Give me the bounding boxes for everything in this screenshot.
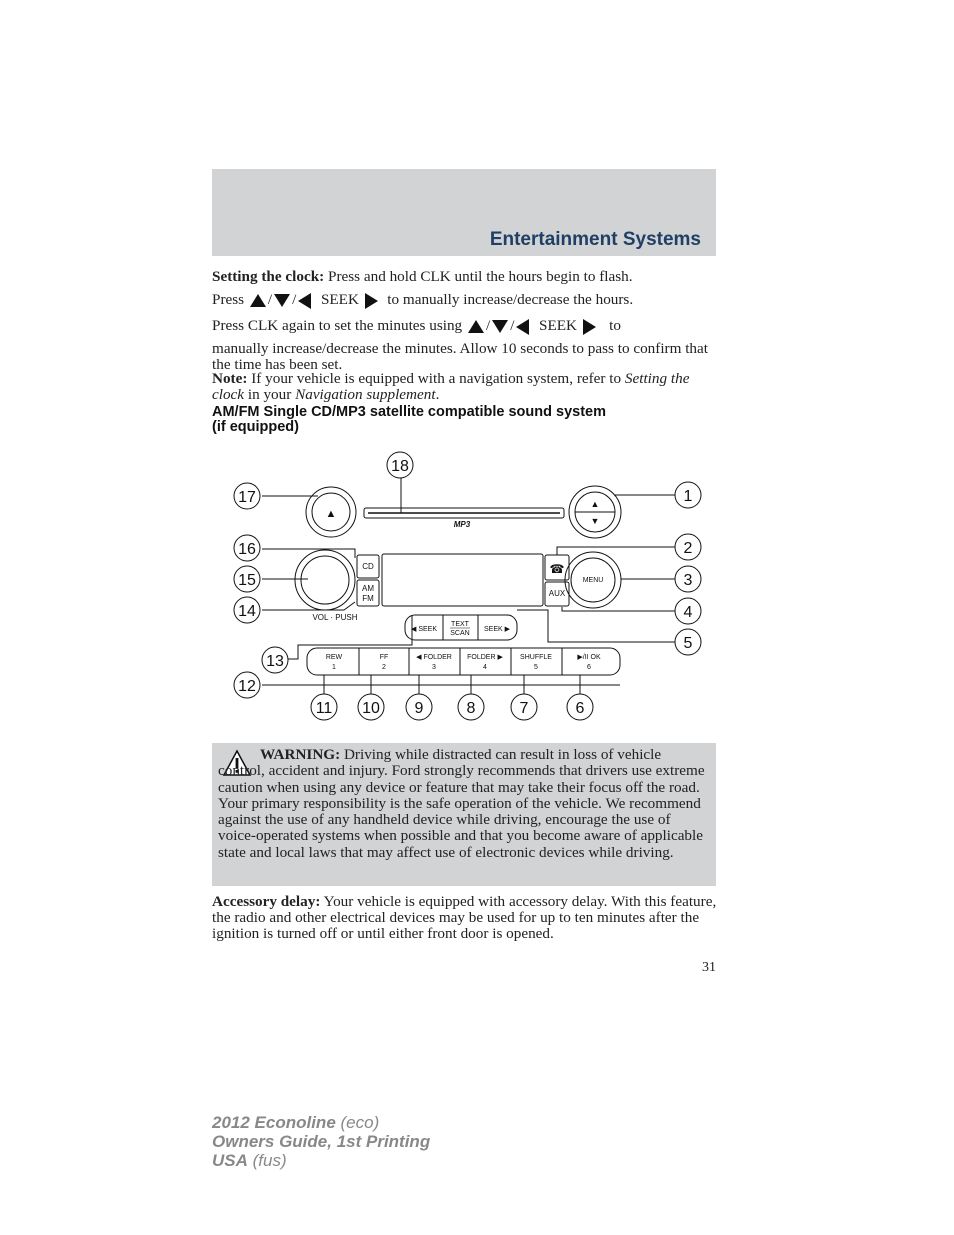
vol-push-label: VOL · PUSH bbox=[312, 613, 358, 622]
eject-icon: ▲ bbox=[325, 508, 337, 520]
left-arrow-icon bbox=[298, 293, 311, 309]
callout-5: 5 bbox=[683, 635, 693, 652]
minutes-to: to bbox=[609, 317, 621, 334]
callout-9: 9 bbox=[414, 700, 424, 717]
am-label: AM bbox=[362, 584, 374, 593]
radio-diagram bbox=[212, 445, 722, 730]
clock-paragraph: Setting the clock: Press and hold CLK until the hours begin to flash. Press / / SEEK to manually increase/decrease the hours. bbox=[212, 268, 634, 308]
warning-text bbox=[218, 747, 710, 861]
callout-15: 15 bbox=[238, 572, 256, 589]
callout-10: 10 bbox=[362, 700, 380, 717]
seek-right-label: SEEK ▶ bbox=[483, 626, 511, 633]
footer-model-code: (eco) bbox=[340, 1113, 380, 1132]
down-arrow-icon bbox=[492, 320, 508, 333]
footer bbox=[212, 1113, 430, 1170]
right-arrow-icon bbox=[365, 293, 378, 309]
callout-14: 14 bbox=[238, 603, 256, 620]
callout-7: 7 bbox=[519, 700, 529, 717]
fm-label: FM bbox=[362, 594, 374, 603]
minutes-paragraph: Press CLK again to set the minutes using / / SEEK to manually increase/decrease the minutes. Allow 10 seconds to pass to confirm that the time has been set. bbox=[212, 315, 718, 373]
minutes-tail: manually increase/decrease the minutes. Allow 10 seconds to pass to confirm that the time has been set. bbox=[212, 340, 708, 373]
preset-number: 6 bbox=[587, 664, 591, 671]
callout-13: 13 bbox=[266, 653, 284, 670]
section-header-band bbox=[212, 169, 716, 256]
minutes-seek: SEEK bbox=[539, 317, 577, 334]
preset-bar bbox=[307, 648, 620, 675]
note-paragraph bbox=[212, 371, 718, 403]
accessory-text: Your vehicle is equipped with accessory delay. With this feature, the radio and other electrical devices may be used for up to ten minutes after the ignition is turned off or until either front door is opened. bbox=[212, 893, 717, 942]
clock-hours-tail: to manually increase/decrease the hours. bbox=[387, 291, 634, 308]
text-label: TEXT bbox=[451, 621, 469, 628]
up-arrow-icon bbox=[250, 294, 266, 307]
clock-press: Press bbox=[212, 291, 245, 308]
up-arrow-icon bbox=[468, 320, 484, 333]
warning-body: Driving while distracted can result in loss of vehicle control, accident and injury. Ford strongly recommends that drivers use extreme caution when using any device or feature that may take their focus off the road. Your primary responsibility is the safe operation of the vehicle. We recommend against the use of any handheld device while driving, encourage the use of voice-operated systems when possible and that you become aware of applicable state and local laws that may affect use of electronic devices while driving. bbox=[218, 746, 705, 861]
callout-4: 4 bbox=[683, 604, 693, 621]
minutes-head: Press CLK again to set the minutes using bbox=[212, 317, 463, 334]
callout-18: 18 bbox=[391, 458, 409, 475]
section-title: Entertainment Systems bbox=[489, 229, 701, 250]
preset-label: SHUFFLE bbox=[520, 654, 552, 661]
mp3-logo: MP3 bbox=[453, 520, 471, 529]
note-text2: in your bbox=[247, 386, 292, 403]
warning-box bbox=[212, 743, 716, 886]
callout-12: 12 bbox=[238, 678, 256, 695]
preset-number: 3 bbox=[432, 664, 436, 671]
preset-number: 2 bbox=[382, 664, 386, 671]
aux-label: AUX bbox=[548, 589, 566, 598]
right-arrow-icon bbox=[583, 319, 596, 335]
note-end: . bbox=[435, 386, 440, 403]
cd-label: CD bbox=[362, 562, 374, 571]
note-lead: Note: bbox=[212, 370, 248, 387]
footer-guide: Owners Guide, 1st Printing bbox=[212, 1132, 431, 1151]
clock-seek: SEEK bbox=[320, 291, 359, 308]
preset-number: 5 bbox=[534, 664, 538, 671]
preset-label: ▶/II OK bbox=[577, 654, 601, 661]
note-ref-clock: Setting the clock bbox=[212, 370, 690, 403]
callout-1: 1 bbox=[683, 488, 693, 505]
subheading-line1: AM/FM Single CD/MP3 satellite compatible sound system bbox=[212, 404, 606, 420]
tune-up-icon: ▲ bbox=[590, 499, 600, 509]
accessory-paragraph bbox=[212, 894, 718, 942]
footer-region: USA bbox=[212, 1151, 248, 1170]
footer-region-code: (fus) bbox=[252, 1151, 287, 1170]
phone-icon: ☎ bbox=[549, 562, 565, 576]
callout-11: 11 bbox=[315, 700, 333, 717]
callout-6: 6 bbox=[575, 700, 585, 717]
clock-line1: Press and hold CLK until the hours begin to flash. bbox=[328, 268, 633, 285]
tune-down-icon: ▼ bbox=[590, 516, 600, 526]
preset-label: FF bbox=[379, 654, 389, 661]
subheading-line2: (if equipped) bbox=[212, 419, 299, 435]
clock-lead: Setting the clock: bbox=[212, 268, 325, 285]
callout-16: 16 bbox=[238, 541, 256, 558]
down-arrow-icon bbox=[274, 294, 290, 307]
menu-label: MENU bbox=[582, 577, 604, 584]
volume-knob bbox=[295, 550, 355, 610]
seek-left-label: ◀ SEEK bbox=[410, 626, 438, 633]
preset-number: 1 bbox=[332, 664, 336, 671]
callout-2: 2 bbox=[683, 540, 693, 557]
scan-label: SCAN bbox=[450, 630, 470, 637]
preset-label: ◀ FOLDER bbox=[416, 654, 452, 661]
preset-label: REW bbox=[325, 654, 343, 661]
warning-lead: WARNING: bbox=[260, 746, 341, 763]
page-number: 31 bbox=[702, 960, 716, 975]
note-text1: If your vehicle is equipped with a navigation system, refer to bbox=[251, 370, 622, 387]
preset-number: 4 bbox=[483, 664, 487, 671]
callout-17: 17 bbox=[238, 489, 256, 506]
subheading bbox=[212, 405, 712, 435]
note-ref-navigation: Navigation supplement bbox=[295, 386, 436, 403]
left-arrow-icon bbox=[516, 319, 529, 335]
display-screen bbox=[382, 554, 543, 606]
footer-model: 2012 Econoline bbox=[212, 1113, 336, 1132]
accessory-lead: Accessory delay: bbox=[212, 893, 321, 910]
callout-8: 8 bbox=[466, 700, 476, 717]
callout-3: 3 bbox=[683, 572, 693, 589]
preset-label: FOLDER ▶ bbox=[467, 654, 503, 661]
